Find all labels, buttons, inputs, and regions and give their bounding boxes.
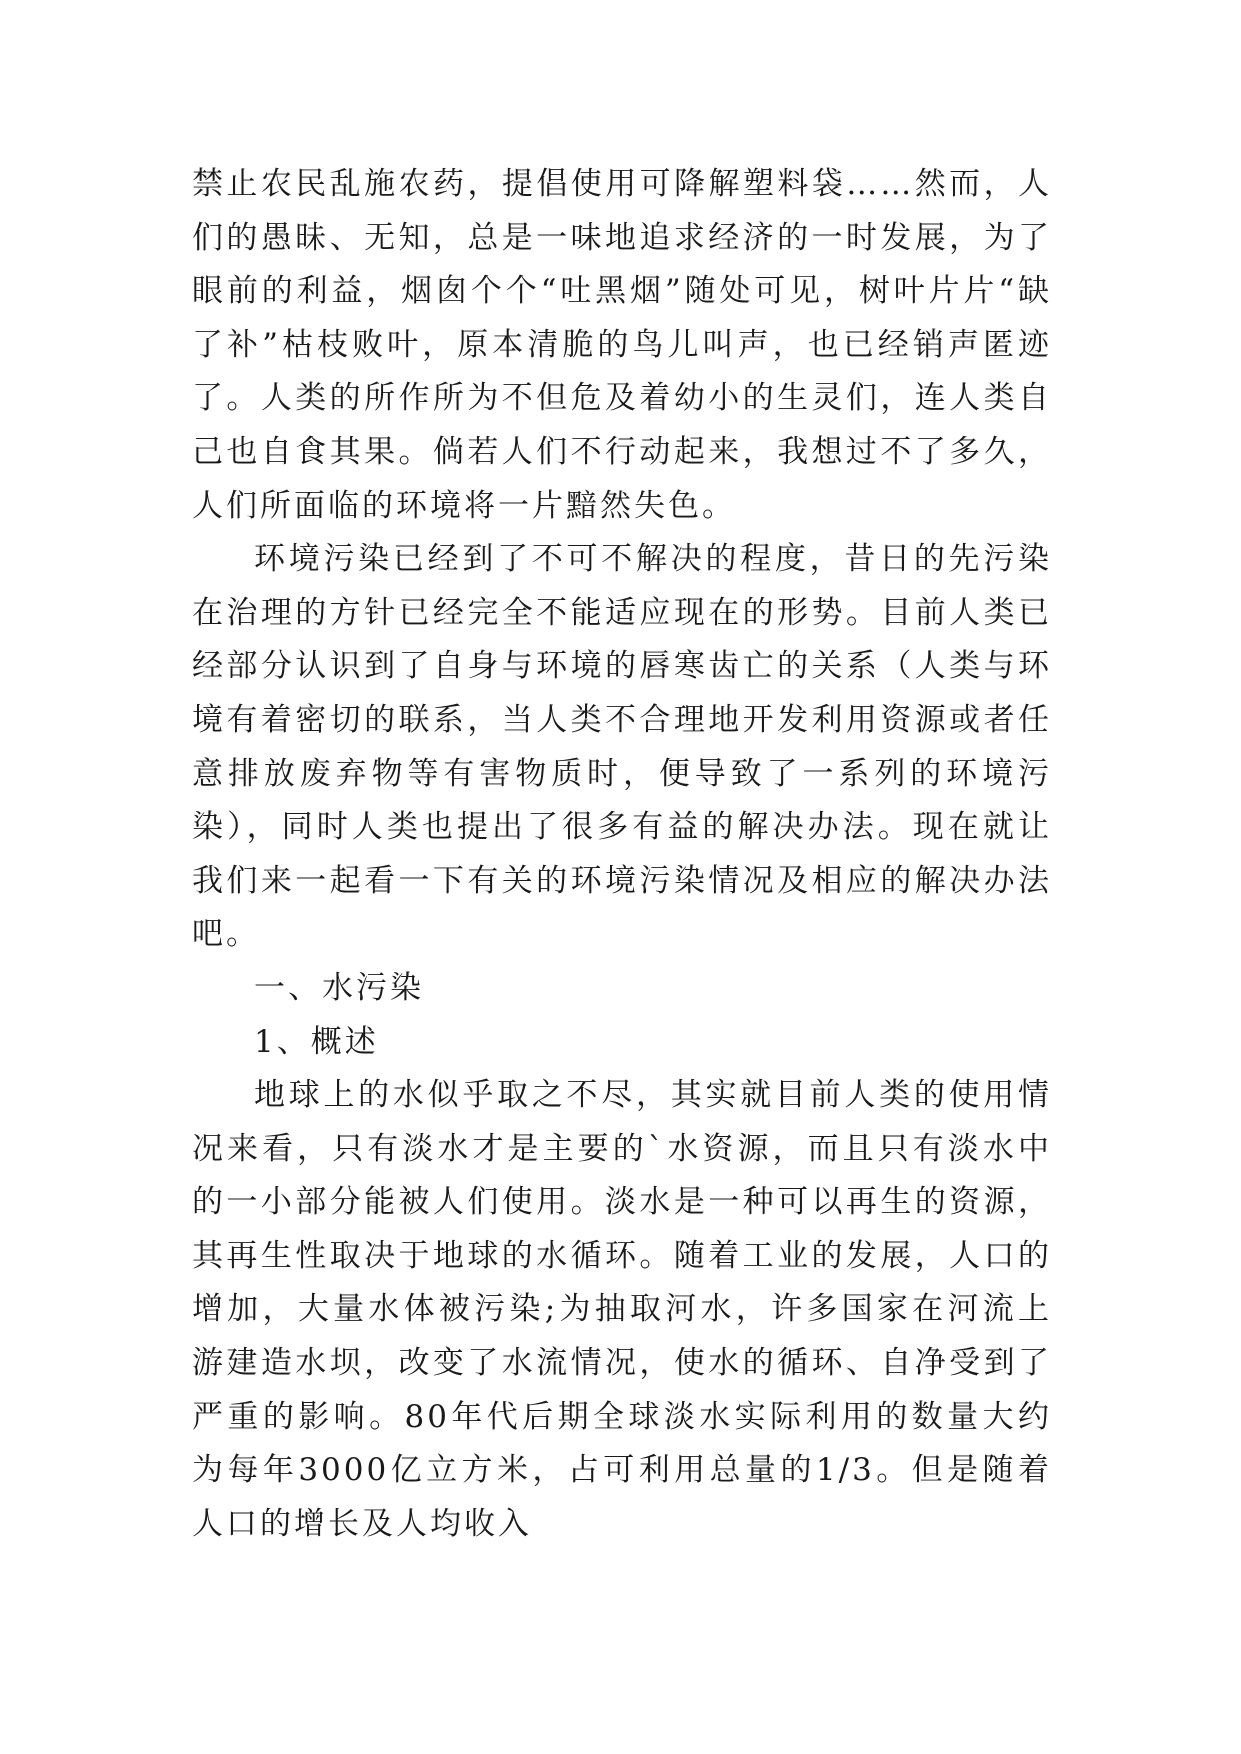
section-heading-water-pollution: 一、水污染: [254, 969, 424, 1006]
paragraph-3: 地球上的水似乎取之不尽，其实就目前人类的使用情况来看，只有淡水才是主要的`水资源，而且只有淡水中的一小部分能被人们使用。淡水是一种可以再生的资源，其再生性取决于地球的水循环。随着工业的发展，人口的增加，大量水体被污染;为抽取河水，许多国家在河流上游建造水坝，改变了水流情况，使水的循环、自净受到了严重的影响。80年代后期全球淡水实际利用的数量大约为每年3000亿立方米，占可利用总量的1/3。但是随着人口的增长及人均收入: [192, 1077, 1052, 1542]
paragraph-1: 禁止农民乱施农药，提倡使用可降解塑料袋……然而，人们的愚昧、无知，总是一味地追求经济的一时发展，为了眼前的利益，烟囱个个“吐黑烟”随处可见，树叶片片“缺了补”枯枝败叶，原本清脆的鸟儿叫声，也已经销声匿迹了。人类的所作所为不但危及着幼小的生灵们，连人类自己也自食其果。倘若人们不行动起来，我想过不了多久，人们所面临的环境将一片黯然失色。: [192, 166, 1052, 524]
subsection-heading-overview: 1、概述: [254, 1023, 379, 1060]
paragraph-2: 环境污染已经到了不可不解决的程度，昔日的先污染在治理的方针已经完全不能适应现在的形势。目前人类已经部分认识到了自身与环境的唇寒齿亡的关系（人类与环境有着密切的联系，当人类不合理地开发利用资源或者任意排放废弃物等有害物质时，便导致了一系列的环境污染），同时人类也提出了很多有益的解决办法。现在就让我们来一起看一下有关的环境污染情况及相应的解决办法吧。: [192, 541, 1052, 953]
document-body: [192, 158, 1052, 1551]
